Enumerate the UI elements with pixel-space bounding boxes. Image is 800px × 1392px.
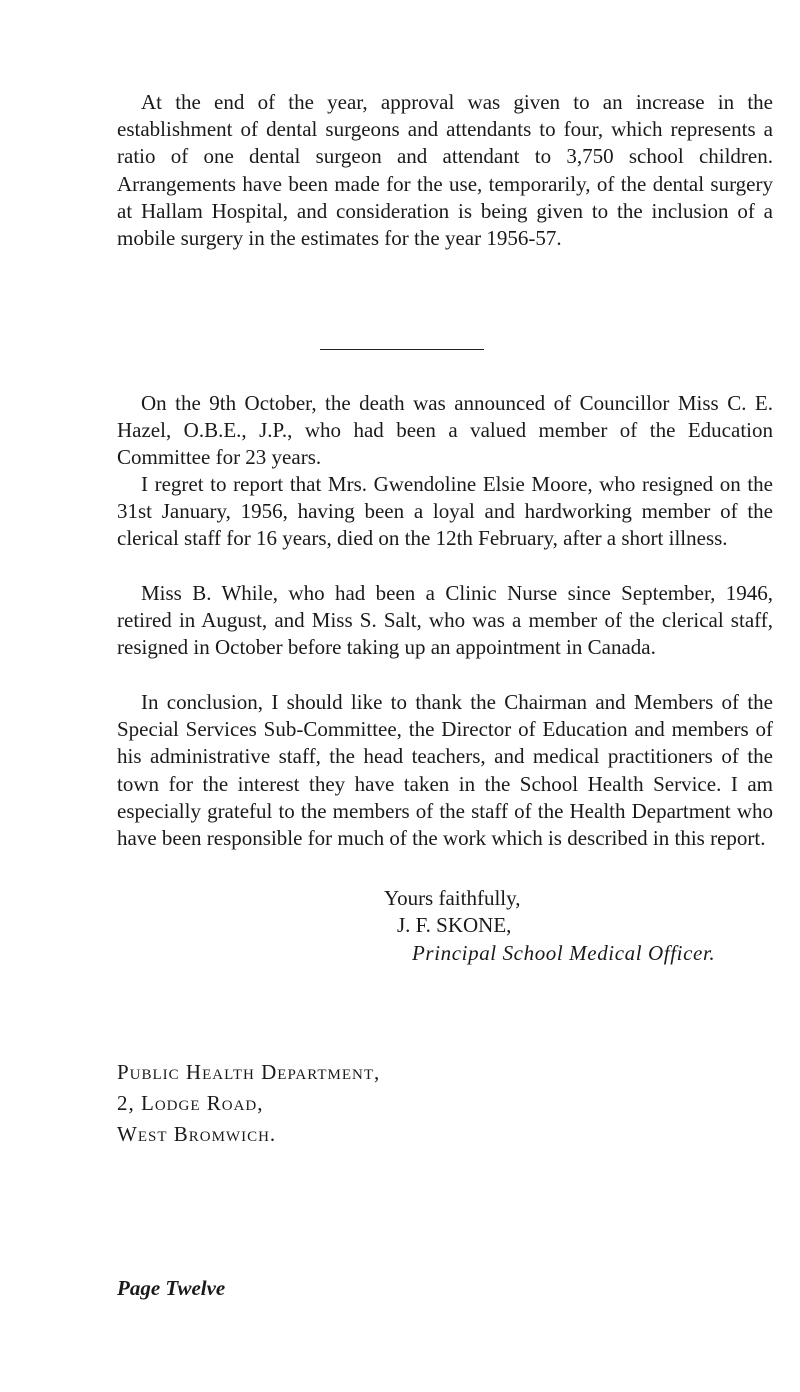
page-number-footer: Page Twelve [117,1276,226,1300]
paragraph-councillor-death: On the 9th October, the death was announced of Councillor Miss C. E. Hazel, O.B.E., J.P., who had been a valued member of the Education Committee for 23 years. [117,391,773,470]
address-line-2: 2, Lodge Road, [117,1091,264,1115]
paragraph-moore-death: I regret to report that Mrs. Gwendoline Elsie Moore, who resigned on the 31st January, 1956, having been a loyal and hardworking member of the clerical staff for 16 years, died on the 12th February, after a short illness. [117,472,773,551]
intro-paragraph: At the end of the year, approval was given to an increase in the establishment of dental surgeons and attendants to four, which represents a ratio of one dental surgeon and attendant to 3,750 school children. Arrangements have been made for the use, temporarily, of the dental surgery at Hallam Hospital, and consideration is being given to the inclusion of a mobile surgery in the estimates for the year 1956-57. [117,90,773,251]
paragraph-conclusion: In conclusion, I should like to thank the Chairman and Members of the Special Services Sub-Committee, the Director of Education and members of his administrative staff, the head teachers, and medical practitioners of the town for the interest they have taken in the School Health Service. I am especially grateful to the members of the staff of the Health Department who have been responsible for much of the work which is described in this report. [117,690,773,851]
signature-title: Principal School Medical Officer. [412,941,716,965]
section-divider [320,349,484,350]
address-line-1: Public Health Department, [117,1060,381,1084]
signature-name: J. F. SKONE, [397,913,512,937]
paragraph-staff-changes: Miss B. While, who had been a Clinic Nurse since September, 1946, retired in August, and Miss S. Salt, who was a member of the clerical staff, resigned in October before taking up an appointment in Canada. [117,581,773,660]
signature-closing: Yours faithfully, [384,886,521,910]
address-line-3: West Bromwich. [117,1122,277,1146]
